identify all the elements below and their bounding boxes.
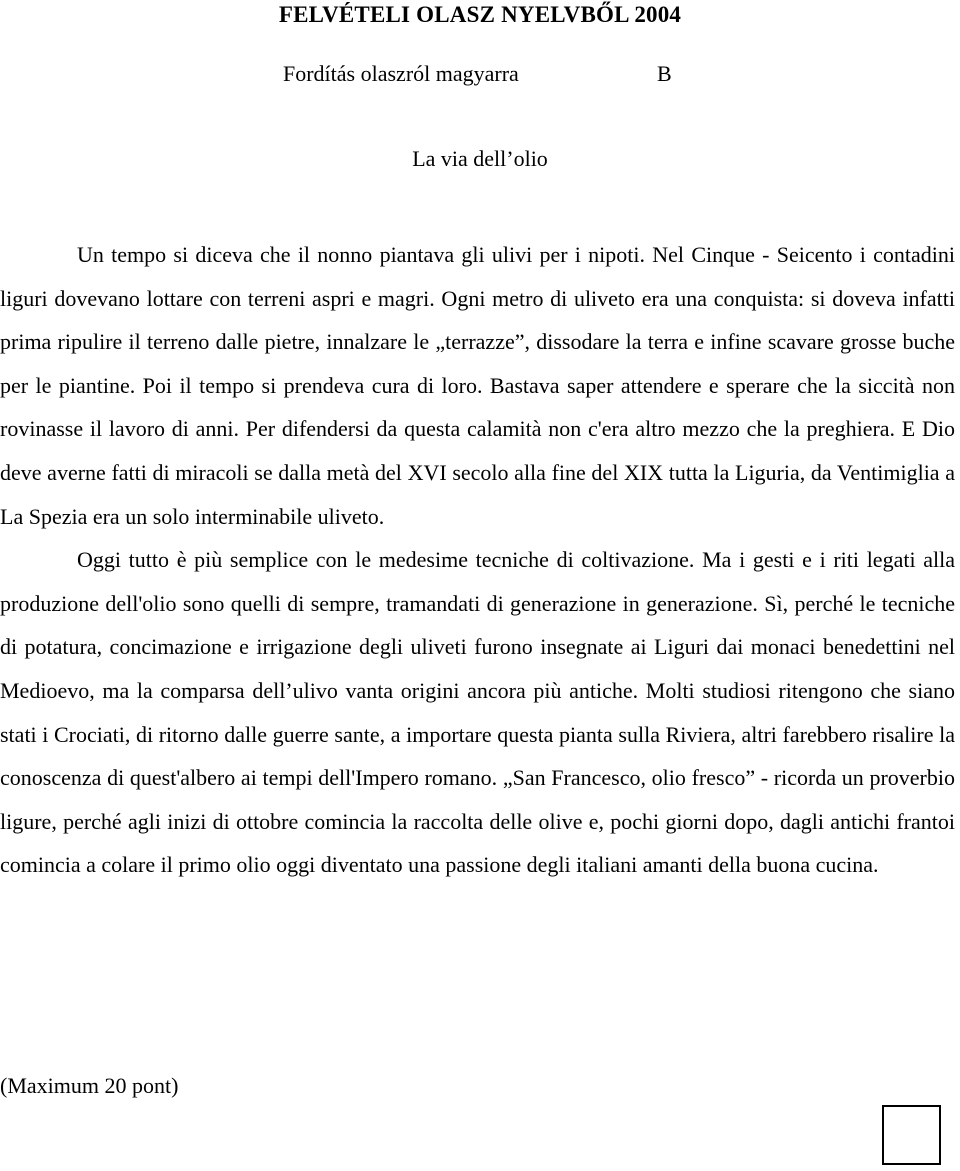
score-box [882, 1105, 941, 1165]
text-title: La via dell’olio [412, 146, 548, 171]
paragraph-1: Un tempo si diceva che il nonno piantava gli ulivi per i nipoti. Nel Cinque - Seicento i contadini liguri dovevano lottare con terreni aspri e magri. Ogni metro di uliveto era una conquista: si doveva infatti prima ripulire il terreno dalle pietre, innalzare le „terrazze”, dissodare la terra e infine scavare grosse buche per le piantine. Poi il tempo si prendeva cura di loro. Bastava saper attendere e sperare che la siccità non rovinasse il lavoro di anni. Per difendersi da questa calamità non c'era altro mezzo che la preghiera. E Dio deve averne fatti di miracoli se dalla metà del XVI secolo alla fine del XIX tutta la Liguria, da Ventimiglia a La Spezia era un solo interminabile uliveto. [0, 242, 955, 529]
variant-label: B [657, 61, 672, 86]
paragraph-2: Oggi tutto è più semplice con le medesime tecniche di coltivazione. Ma i gesti e i riti legati alla produzione dell'olio sono quelli di sempre, tramandati di generazione in generazione. Sì, perché le tecniche di potatura, concimazione e irrigazione degli uliveti furono insegnate ai Liguri dai monaci benedettini nel Medioevo, ma la comparsa dell’ulivo vanta origini ancora più antiche. Molti studiosi ritengono che siano stati i Crociati, di ritorno dalle guerre sante, a importare questa pianta sulla Riviera, altri farebbero risalire la conoscenza di quest'albero ai tempi dell'Impero romano. „San Francesco, olio fresco” - ricorda un proverbio ligure, perché agli inizi di ottobre comincia la raccolta delle olive e, pochi giorni dopo, dagli antichi frantoi comincia a colare il primo olio oggi diventato una passione degli italiani amanti della buona cucina. [0, 547, 955, 878]
task-subtitle: Fordítás olaszról magyarra [283, 61, 519, 86]
points-note: (Maximum 20 pont) [0, 1073, 179, 1098]
subtitle-row [0, 61, 960, 91]
exam-title: FELVÉTELI OLASZ NYELVBŐL 2004 [278, 2, 682, 27]
body-text [0, 233, 955, 887]
